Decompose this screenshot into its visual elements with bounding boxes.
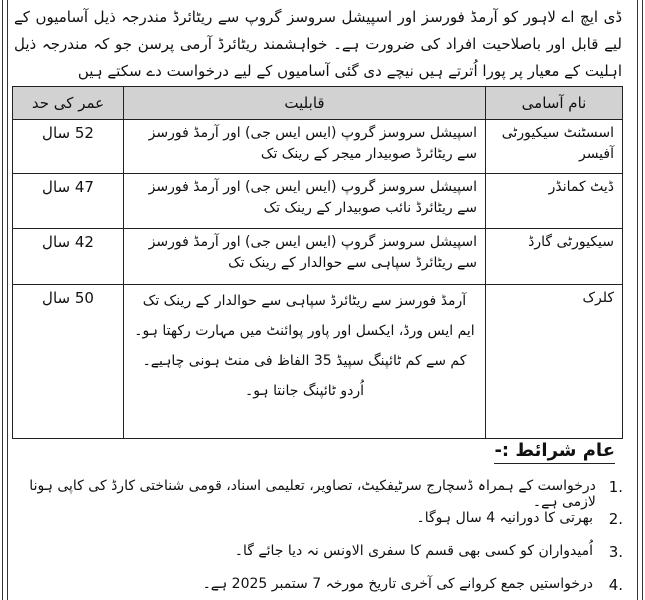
qualification-cell: اسپیشل سروسز گروپ (ایس ایس جی) اور آرمڈ فورسز سے ریٹائرڈ نائب صوبیدار کے رینک تک (124, 174, 486, 229)
post-cell: اسسٹنٹ سیکیورٹی آفیسر (486, 120, 623, 174)
condition-item (23, 576, 623, 594)
condition-number: 4. (608, 576, 623, 594)
table-row (13, 229, 623, 285)
table-header-row (13, 87, 623, 120)
condition-text: درخواست کے ہمراہ ڈسچارج سرٹیفکیٹ، تصاویر، تعلیمی اسناد، قومی شناختی کارڈ کی کاپی ہونا لازمی ہے۔ (29, 478, 596, 510)
age-cell: 47 سال (13, 174, 124, 229)
qualification-cell: اسپیشل سروسز گروپ (ایس ایس جی) اور آرمڈ فورسز سے ریٹائرڈ سپاہی سے حوالدار کے رینک تک (124, 229, 486, 285)
age-cell: 42 سال (13, 229, 124, 285)
table-row (13, 120, 623, 174)
vacancies-table (12, 86, 623, 439)
condition-number: 2. (608, 510, 623, 528)
table-row (13, 285, 623, 439)
table-row (13, 174, 623, 229)
post-cell: سیکیورٹی گارڈ (486, 229, 623, 285)
post-cell: کلرک (486, 285, 623, 439)
header-post: نام آسامی (486, 87, 623, 120)
qualification-line: آرمڈ فورسز سے ریٹائرڈ سپاہی سے حوالدار کے رینک تک (142, 293, 467, 309)
intro-paragraph: ڈی ایچ اے لاہور کو آرمڈ فورسز اور اسپیشل سروسز گروپ سے ریٹائرڈ مندرجہ ذیل آسامیوں کے لیے قابل اور باصلاحیت افراد کی ضرورت ہے۔ خواہشمند ریٹائرڈ آرمی پرسن جو کہ مندرجہ ذیل اہلیت کے معیار پر پورا اُترتے ہیں نیچے دی گئی آسامیوں کے لیے درخواست دے سکتے ہیں (14, 8, 622, 80)
condition-text: بھرتی کا دورانیہ 4 سال ہوگا۔ (416, 510, 593, 526)
post-cell: ڈیٹ کمانڈر (486, 174, 623, 229)
condition-item (23, 510, 623, 528)
qualification-line: اُردو ٹائپنگ جانتا ہو۔ (245, 383, 364, 399)
header-qualification: قابلیت (124, 87, 486, 120)
condition-number: 1. (608, 478, 623, 496)
age-cell: 52 سال (13, 120, 124, 174)
header-age: عمر کی حد (13, 87, 124, 120)
conditions-title: عام شرائط :- (494, 440, 615, 464)
condition-text: اُمیدواران کو کسی بھی قسم کا سفری الاونس نہ دیا جائے گا۔ (234, 543, 593, 559)
qualification-cell (124, 285, 486, 439)
condition-text: درخواستیں جمع کروانے کی آخری تاریخ مورخہ 7 ستمبر 2025 ہے۔ (202, 576, 593, 592)
page-border-right (637, 0, 643, 600)
age-cell: 50 سال (13, 285, 124, 439)
page-border-left (2, 0, 8, 600)
qualification-cell: اسپیشل سروسز گروپ (ایس ایس جی) اور آرمڈ فورسز سے ریٹائرڈ صوبیدار میجر کے رینک تک (124, 120, 486, 174)
qualification-line: کم سے کم ٹائپنگ سپیڈ 35 الفاظ فی منٹ ہونی چاہیے۔ (142, 353, 467, 369)
qualification-line: ایم ایس ورڈ، ایکسل اور پاور پوائنٹ میں مہارت رکھتا ہو۔ (134, 323, 475, 339)
condition-item (23, 478, 623, 510)
condition-item (23, 543, 623, 561)
condition-number: 3. (608, 543, 623, 561)
